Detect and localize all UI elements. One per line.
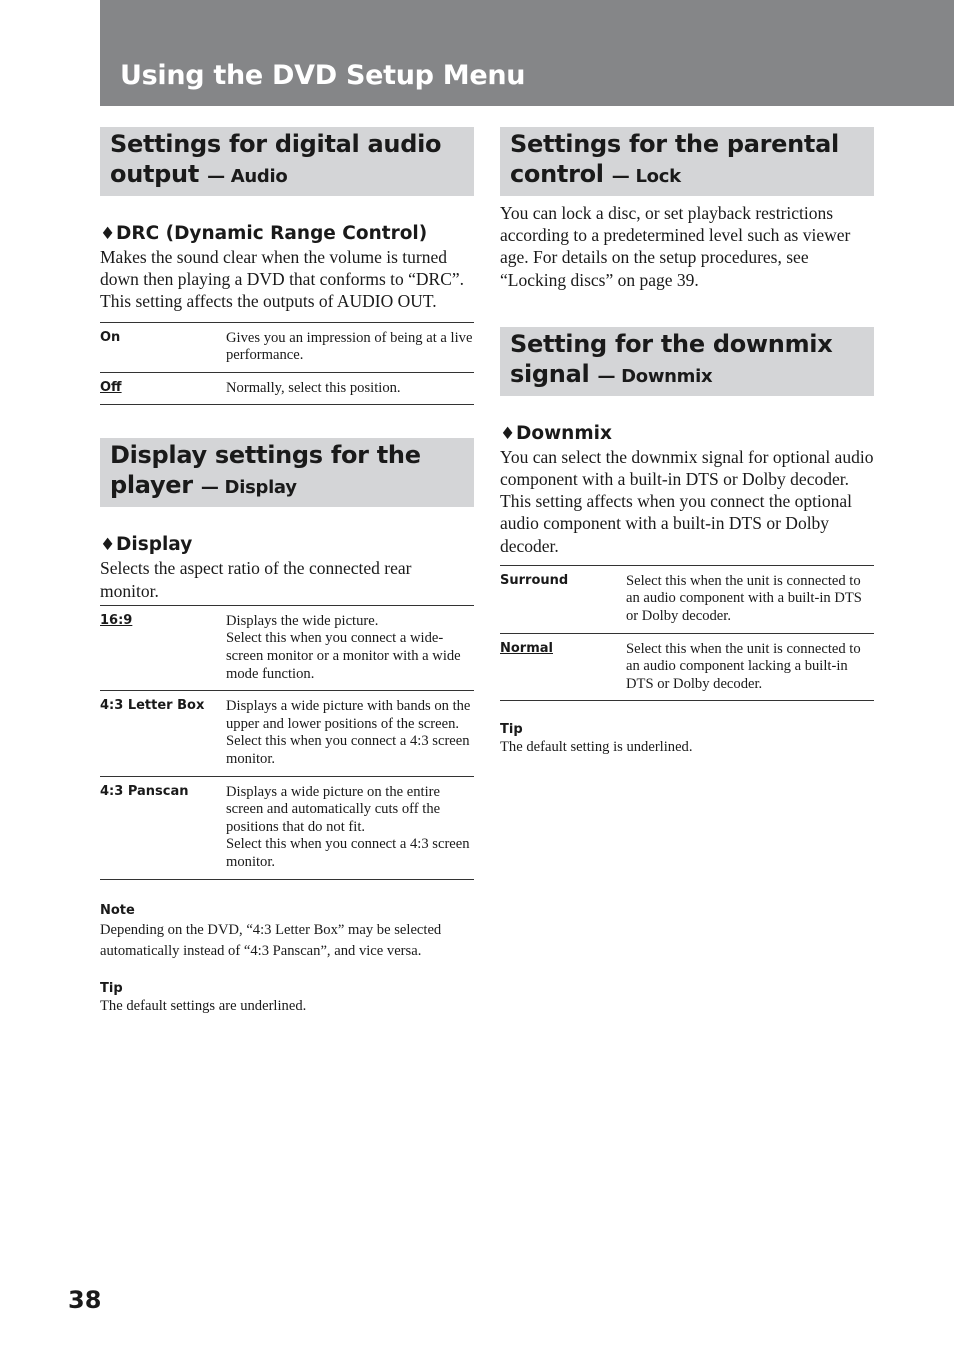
- option-description-line: Select this when you connect a 4:3 screen monitor.: [226, 733, 470, 767]
- tip-label: Tip: [500, 722, 523, 738]
- table-row: [100, 776, 474, 879]
- tip-label: Tip: [100, 980, 123, 996]
- downmix-section-header: [500, 327, 874, 396]
- display-heading: [100, 533, 474, 557]
- right-column: [500, 127, 874, 757]
- left-column: [100, 127, 474, 1015]
- downmix-heading: [500, 422, 874, 446]
- downmix-heading-text: Downmix: [516, 422, 612, 444]
- option-description: [226, 605, 474, 690]
- option-name-default: Off: [100, 372, 226, 405]
- audio-section-subtitle: — Audio: [207, 166, 288, 187]
- note-label: Note: [100, 902, 135, 918]
- table-row: [100, 691, 474, 776]
- diamond-icon: ♦: [100, 535, 116, 556]
- table-row: [500, 565, 874, 633]
- drc-description-outputs: This setting affects the outputs of AUDIO OUT.: [100, 291, 437, 312]
- downmix-options-table: [500, 565, 874, 702]
- page-number: 38: [68, 1286, 102, 1314]
- table-row: [100, 605, 474, 690]
- audio-section-header: [100, 127, 474, 196]
- drc-description: Makes the sound clear when the volume is turned down then playing a DVD that conforms to “DRC”.: [100, 247, 465, 290]
- option-name: 4:3 Panscan: [100, 776, 226, 879]
- parental-section-title-text: Settings for the parental control: [510, 130, 839, 188]
- option-name-default: Normal: [500, 633, 626, 701]
- tip-text: The default setting is underlined.: [500, 739, 693, 756]
- audio-section-title-text: Settings for digital audio output: [110, 130, 442, 188]
- downmix-section-title-text: Setting for the downmix signal: [510, 329, 833, 388]
- option-description: Select this when the unit is connected to an audio component with a built-in DTS or Dolby decoder.: [626, 565, 874, 633]
- audio-section-title: [110, 129, 464, 192]
- drc-heading-text: DRC (Dynamic Range Control): [116, 223, 428, 244]
- table-row: [100, 322, 474, 372]
- parental-section-header: [500, 127, 874, 196]
- option-description-line: Displays a wide picture with bands on the upper and lower positions of the screen.: [226, 698, 471, 732]
- parental-description: You can lock a disc, or set playback restrictions according to a predetermined level such as viewer age. For details on the setup procedures, see “Locking discs” on page 39.: [500, 203, 851, 290]
- display-heading-text: Display: [116, 534, 193, 556]
- downmix-description-effect: This setting affects when you connect the optional audio component with a built-in DTS or Dolby decoder.: [500, 491, 853, 556]
- option-description: Select this when the unit is connected to an audio component lacking a built-in DTS or Dolby decoder.: [626, 633, 874, 701]
- diamond-icon: ♦: [100, 224, 116, 244]
- table-row: [500, 633, 874, 701]
- option-name: Surround: [500, 565, 626, 633]
- tip-text: The default settings are underlined.: [100, 997, 307, 1014]
- display-section-subtitle: — Display: [200, 477, 297, 499]
- option-description: Normally, select this position.: [226, 372, 474, 405]
- parental-section-title: [510, 129, 864, 192]
- option-name: 4:3 Letter Box: [100, 691, 226, 776]
- option-name-default: 16:9: [100, 605, 226, 690]
- option-description-line: Select this when you connect a wide-screen monitor or a monitor with a wide mode function.: [226, 630, 461, 682]
- option-description-line: Displays the wide picture.: [226, 612, 379, 629]
- page-header: [100, 0, 954, 106]
- option-description-line: Displays a wide picture on the entire screen and automatically cuts off the positions that do not fit.: [226, 783, 441, 835]
- option-description-line: Select this when you connect a 4:3 screen monitor.: [226, 836, 470, 870]
- downmix-description: You can select the downmix signal for optional audio component with a built-in DTS or Dolby decoder.: [500, 446, 874, 490]
- display-section-header: [100, 438, 474, 507]
- table-row: [100, 372, 474, 405]
- audio-options-table: [100, 322, 474, 406]
- display-section-title-text: Display settings for the player: [110, 441, 421, 500]
- option-name: On: [100, 322, 226, 372]
- display-section-title: [110, 440, 464, 503]
- option-description: [226, 691, 474, 776]
- option-description: [226, 776, 474, 879]
- downmix-section-subtitle: — Downmix: [597, 365, 713, 387]
- display-description: Selects the aspect ratio of the connected rear monitor.: [100, 558, 412, 601]
- diamond-icon: ♦: [500, 423, 516, 444]
- option-description: Gives you an impression of being at a live performance.: [226, 322, 474, 372]
- drc-heading: [100, 222, 474, 246]
- page-title: Using the DVD Setup Menu: [120, 60, 526, 91]
- note-text: Depending on the DVD, “4:3 Letter Box” may be selected automatically instead of “4:3 Panscan”, and vice versa.: [100, 921, 442, 959]
- downmix-section-title: [510, 329, 864, 392]
- parental-section-subtitle: — Lock: [611, 166, 681, 187]
- display-options-table: [100, 605, 474, 880]
